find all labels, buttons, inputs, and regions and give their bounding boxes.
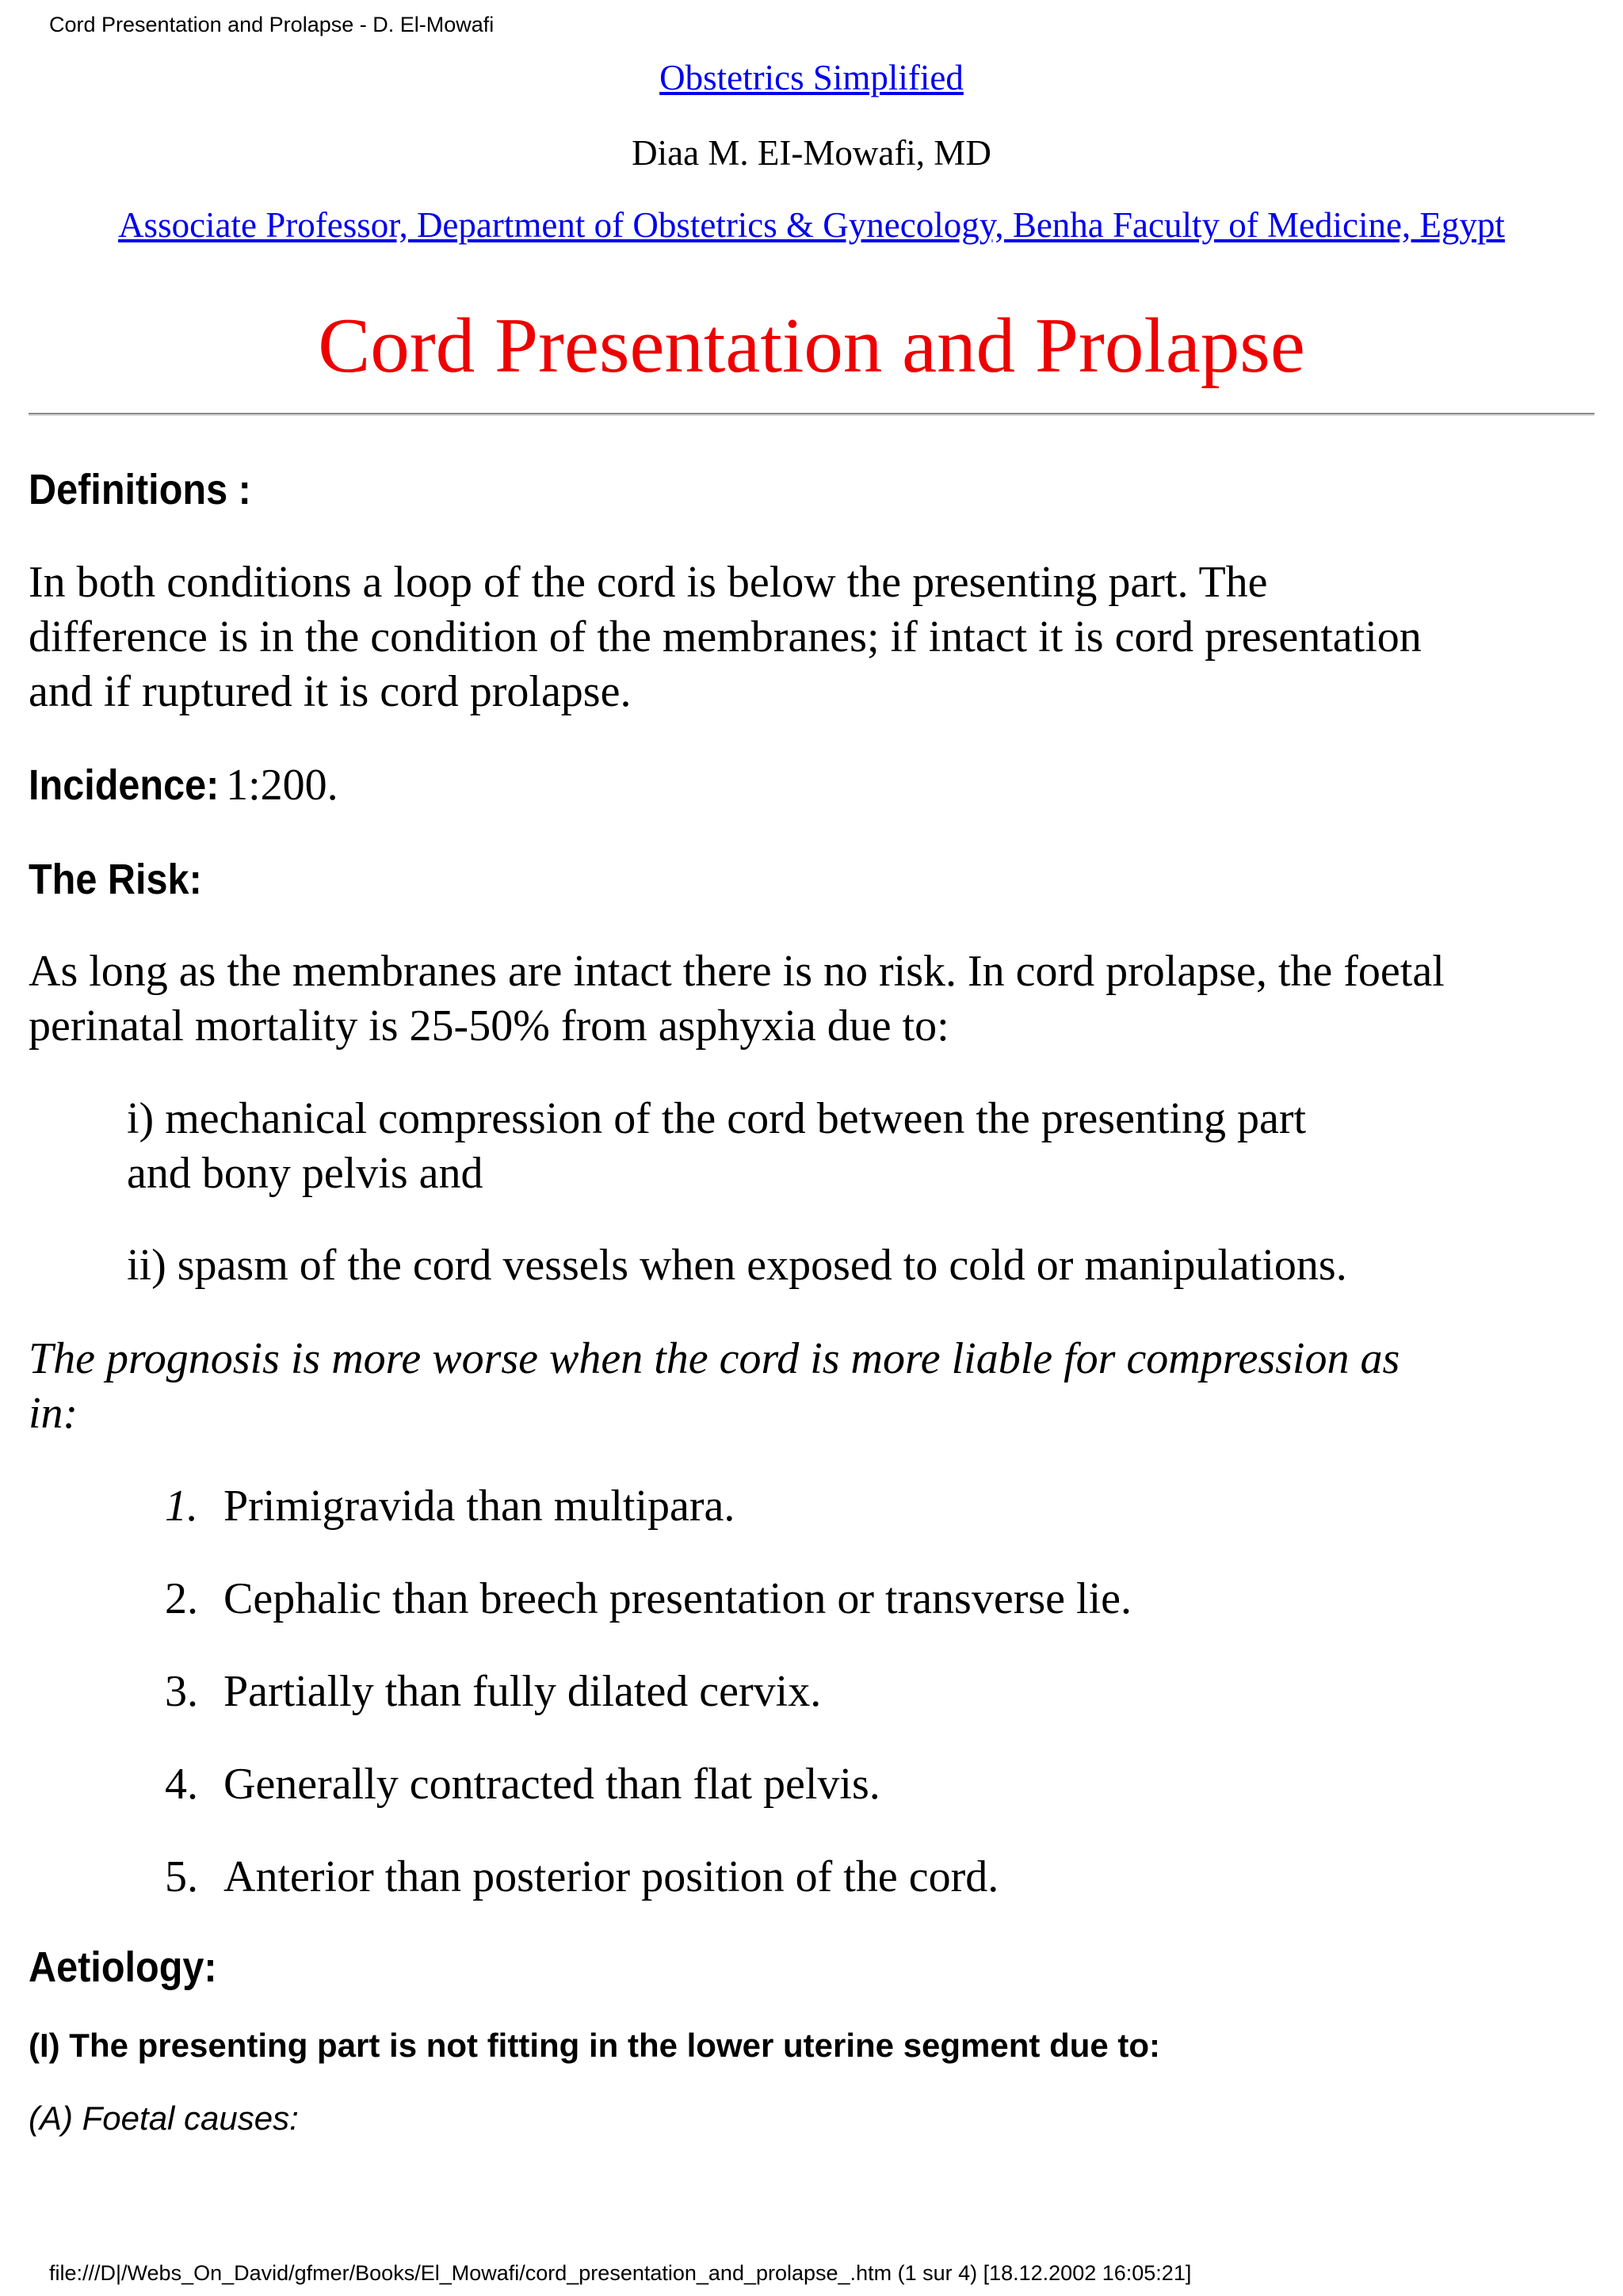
risk-line-1: As long as the membranes are intact there is no risk. In cord prolapse, the foetal — [29, 947, 1445, 996]
list-number: 1. — [165, 1482, 198, 1531]
site-title — [0, 55, 1623, 100]
risk-line-2: perinatal mortality is 25-50% from asphyxia due to: — [29, 1001, 949, 1051]
definitions-heading: Definitions : — [29, 466, 251, 513]
incidence-value: 1:200. — [226, 761, 338, 810]
horizontal-rule — [29, 413, 1594, 416]
site-link[interactable]: Obstetrics Simplified — [659, 58, 964, 97]
list-item — [0, 1665, 1623, 1719]
risk-cause-1-line-2: and bony pelvis and — [127, 1149, 483, 1198]
list-number: 3. — [165, 1667, 198, 1716]
prognosis-line-2: in: — [29, 1389, 78, 1438]
list-item — [0, 1479, 1623, 1534]
list-item — [0, 1757, 1623, 1812]
definitions-line-3: and if ruptured it is cord prolapse. — [29, 667, 632, 716]
author-name: Diaa M. EI-Mowafi, MD — [632, 133, 991, 173]
definitions-line-1: In both conditions a loop of the cord is below the presenting part. The — [29, 558, 1268, 607]
aetiology-subheading: (I) The presenting part is not fitting in the lower uterine segment due to: — [29, 2027, 1161, 2064]
incidence-label: Incidence: — [29, 761, 220, 809]
list-text: Anterior than posterior position of the cord. — [223, 1852, 999, 1901]
aetiology-subsection: (A) Foetal causes: — [29, 2100, 299, 2137]
aetiology-heading: Aetiology: — [29, 1943, 217, 1991]
list-text: Primigravida than multipara. — [223, 1482, 735, 1531]
list-text: Partially than fully dilated cervix. — [223, 1667, 822, 1716]
page-title: Cord Presentation and Prolapse — [318, 303, 1305, 389]
incidence — [29, 758, 338, 813]
print-footer: file:///D|/Webs_On_David/gfmer/Books/El_Mowafi/cord_presentation_and_prolapse_.htm (1 sur 4) [18.12.2002 16:05:21] — [49, 2261, 1192, 2285]
list-number: 4. — [165, 1760, 198, 1809]
risk-heading: The Risk: — [29, 856, 202, 903]
list-item — [0, 1572, 1623, 1627]
risk-cause-2: ii) spasm of the cord vessels when exposed to cold or manipulations. — [127, 1241, 1347, 1290]
list-item — [0, 1850, 1623, 1905]
affiliation-link[interactable]: Associate Professor, Department of Obstetrics & Gynecology, Benha Faculty of Medicine, Egypt — [118, 205, 1505, 245]
list-number: 2. — [165, 1574, 198, 1623]
list-text: Generally contracted than flat pelvis. — [223, 1760, 880, 1809]
list-number: 5. — [165, 1852, 198, 1901]
prognosis-line-1: The prognosis is more worse when the cord is more liable for compression as — [29, 1334, 1400, 1383]
definitions-line-2: difference is in the condition of the membranes; if intact it is cord presentation — [29, 612, 1422, 662]
print-header: Cord Presentation and Prolapse - D. El-Mowafi — [49, 13, 495, 36]
list-text: Cephalic than breech presentation or transverse lie. — [223, 1574, 1132, 1623]
affiliation — [0, 203, 1623, 247]
risk-cause-1-line-1: i) mechanical compression of the cord between the presenting part — [127, 1094, 1307, 1143]
